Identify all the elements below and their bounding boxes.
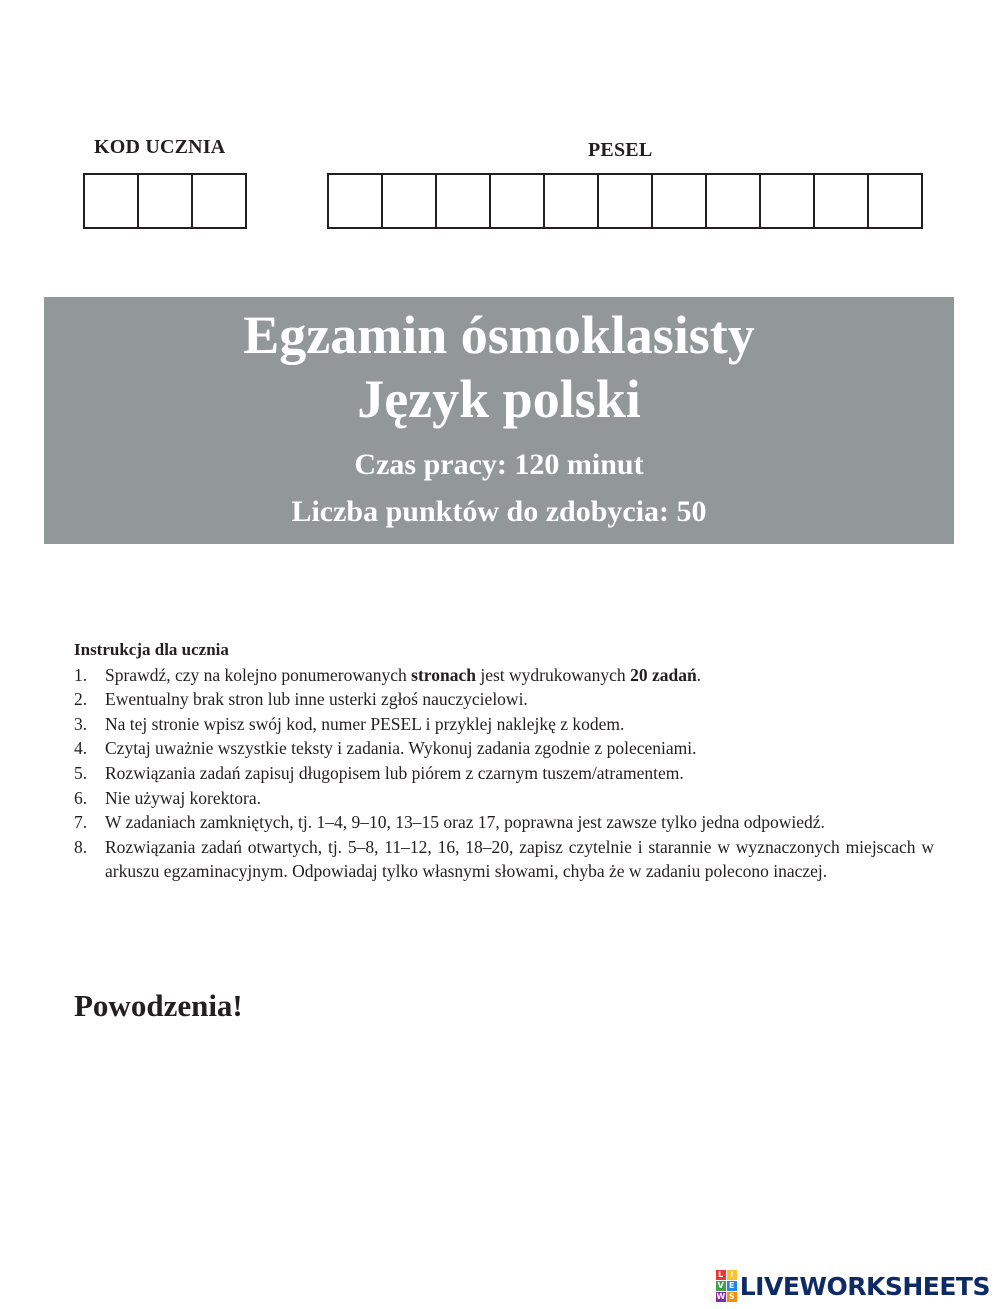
pesel-digit-box[interactable] — [329, 175, 383, 227]
list-number: 7. — [74, 812, 88, 833]
list-item — [74, 786, 934, 811]
list-text: Sprawdź, czy na kolejno ponumerowanych — [105, 664, 412, 685]
list-text: Na tej stronie wpisz swój kod, numer PESEL i przyklej naklejkę z kodem. — [105, 713, 625, 734]
student-code-box[interactable] — [139, 175, 193, 227]
instructions — [74, 638, 934, 884]
exam-title: Egzamin ósmoklasisty — [243, 305, 755, 365]
pesel-digit-box[interactable] — [383, 175, 437, 227]
pesel-digit-box[interactable] — [761, 175, 815, 227]
list-item — [74, 810, 934, 835]
list-number: 6. — [74, 787, 88, 808]
exam-time: Czas pracy: 120 minut — [354, 448, 644, 481]
list-number: 2. — [74, 689, 88, 710]
good-luck-text: Powodzenia! — [74, 988, 243, 1023]
list-text: W zadaniach zamkniętych, tj. 1–4, 9–10, 13–15 oraz 17, poprawna jest zawsze tylko jedna odpowiedź. — [105, 812, 825, 833]
list-text: . — [696, 664, 702, 685]
list-text: Rozwiązania zadań otwartych, tj. 5–8, 11–12, 16, 18–20, zapisz czytelnie i starannie w wyznaczonych miejscach w arkuszu egzaminacyjnym. Odpowiadaj tylko własnymi słowami, chyba że w zadaniu polecono inaczej. — [105, 836, 934, 882]
list-text: jest wydrukowanych — [475, 664, 631, 685]
list-item — [74, 687, 934, 712]
pesel-digit-box[interactable] — [545, 175, 599, 227]
logo-tile: S — [727, 1292, 737, 1302]
exam-subject: Język polski — [357, 369, 641, 429]
list-text: Rozwiązania zadań zapisuj długopisem lub piórem z czarnym tuszem/atramentem. — [105, 762, 684, 783]
pesel-digit-box[interactable] — [707, 175, 761, 227]
pesel-digit-box[interactable] — [869, 175, 921, 227]
logo-tile: W — [716, 1292, 726, 1301]
list-item — [74, 835, 934, 884]
list-item — [74, 761, 934, 786]
pesel-digit-box[interactable] — [437, 175, 491, 227]
list-item — [74, 736, 934, 761]
student-code-label: KOD UCZNIA — [94, 136, 226, 158]
pesel-label: PESEL — [588, 139, 653, 161]
student-code-boxes — [83, 173, 247, 229]
logo-tile: E — [727, 1281, 737, 1291]
list-number: 3. — [74, 713, 88, 734]
liveworksheets-logo-icon — [716, 1270, 737, 1302]
exam-points: Liczba punktów do zdobycia: 50 — [291, 495, 707, 528]
liveworksheets-watermark — [716, 1270, 990, 1302]
list-text-bold: 20 zadań — [630, 664, 697, 685]
list-text: Czytaj uważnie wszystkie teksty i zadania. Wykonuj zadania zgodnie z poleceniami. — [105, 738, 697, 759]
list-text-bold: stronach — [411, 664, 476, 685]
list-number: 4. — [74, 738, 88, 759]
list-item — [74, 663, 934, 688]
pesel-digit-box[interactable] — [599, 175, 653, 227]
list-text: Ewentualny brak stron lub inne usterki zgłoś nauczycielowi. — [105, 689, 528, 710]
instructions-heading: Instrukcja dla ucznia — [74, 640, 229, 659]
list-text: Nie używaj korektora. — [105, 787, 261, 808]
pesel-boxes — [327, 173, 923, 229]
logo-tile: V — [717, 1281, 724, 1290]
exam-title-banner — [44, 297, 954, 544]
student-code-box[interactable] — [85, 175, 139, 227]
pesel-digit-box[interactable] — [653, 175, 707, 227]
logo-tile: I — [727, 1270, 737, 1280]
list-number: 8. — [74, 836, 88, 857]
list-item — [74, 712, 934, 737]
list-number: 1. — [74, 664, 88, 685]
student-code-box[interactable] — [193, 175, 245, 227]
pesel-digit-box[interactable] — [815, 175, 869, 227]
liveworksheets-wordmark: LIVEWORKSHEETS — [739, 1271, 990, 1301]
logo-tile: L — [716, 1270, 726, 1280]
list-number: 5. — [74, 762, 88, 783]
pesel-digit-box[interactable] — [491, 175, 545, 227]
instructions-list — [74, 663, 934, 884]
